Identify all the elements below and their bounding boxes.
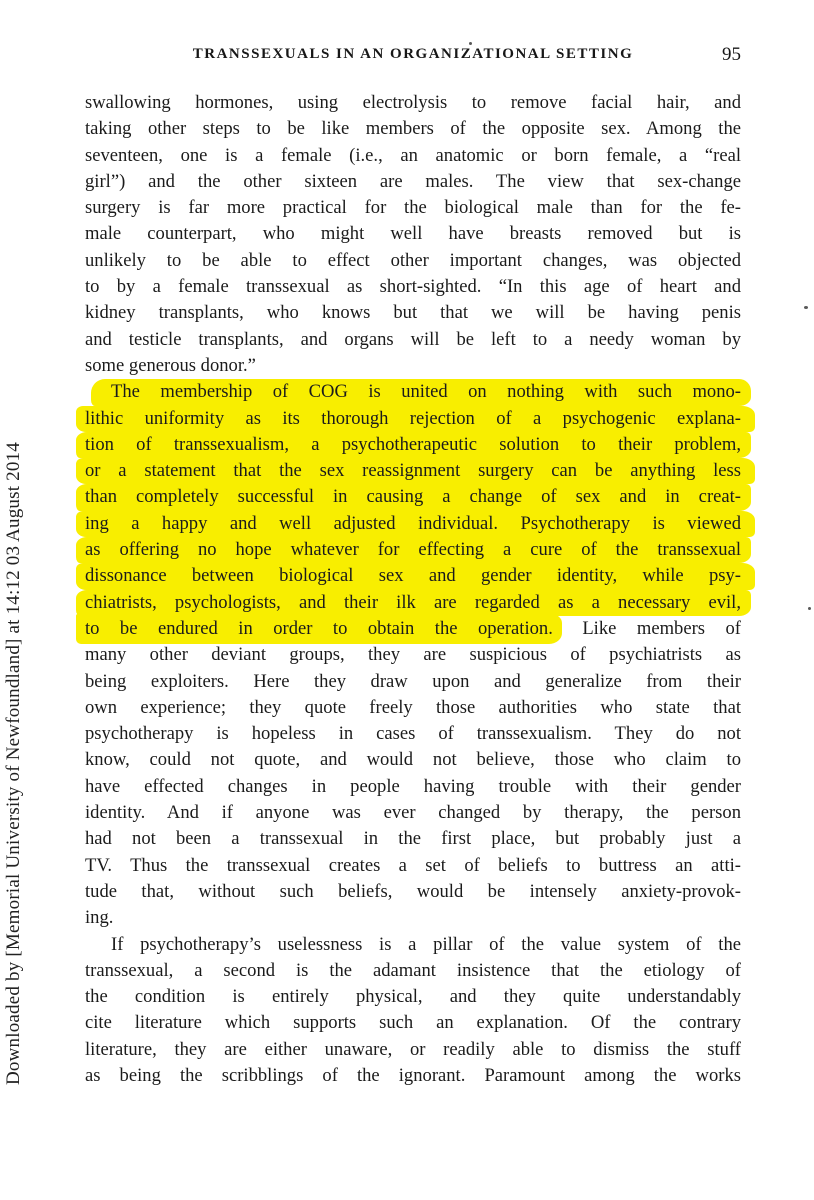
text-line: some generous donor.” — [85, 354, 256, 376]
text-line: had not been a transsexual in the first place, but probably just a — [85, 828, 741, 850]
text-line: unlikely to be able to effect other important changes, was objected — [85, 249, 741, 271]
text-line: being exploiters. Here they draw upon and generalize from their — [85, 670, 741, 692]
text-line: kidney transplants, who knows but that we will be having penis — [85, 302, 741, 324]
text-line: literature, they are either unaware, or readily able to dismiss the stuff — [85, 1038, 741, 1060]
text-line: own experience; they quote freely those authorities who state that — [85, 696, 741, 718]
text-line: chiatrists, psychologists, and their ilk are regarded as a necessary evil, — [76, 590, 751, 616]
text-line: psychotherapy is hopeless in cases of transsexualism. They do not — [85, 723, 741, 745]
text-line: to be endured in order to obtain the operation. Like members of — [85, 616, 741, 642]
scan-speck — [469, 42, 472, 45]
text-line: know, could not quote, and would not believe, those who claim to — [85, 749, 741, 771]
text-line: TV. Thus the transsexual creates a set of beliefs to buttress an atti- — [85, 854, 741, 876]
download-watermark: Downloaded by [Memorial University of Newfoundland] at 14:12 03 August 2014 — [3, 442, 24, 1085]
text-line: than completely successful in causing a change of sex and in creat- — [76, 484, 751, 510]
text-line: and testicle transplants, and organs will be left to a needy woman by — [85, 328, 741, 350]
text-line: If psychotherapy’s uselessness is a pillar of the value system of the — [111, 933, 741, 955]
text-line: cite literature which supports such an explanation. Of the contrary — [85, 1012, 741, 1034]
text-line: male counterpart, who might well have breasts removed but is — [85, 223, 741, 245]
text-line: have effected changes in people having trouble with their gender — [85, 775, 741, 797]
scan-speck — [808, 607, 811, 610]
text-line: to by a female transsexual as short-sighted. “In this age of heart and — [85, 276, 741, 298]
text-line: swallowing hormones, using electrolysis to remove facial hair, and — [85, 92, 741, 113]
page-title: TRANSSEXUALS IN AN ORGANIZATIONAL SETTING — [192, 46, 634, 62]
text-line: surgery is far more practical for the biological male than for the fe- — [85, 197, 741, 219]
text-line: identity. And if anyone was ever changed by therapy, the person — [85, 802, 741, 824]
text-line: transsexual, a second is the adamant insistence that the etiology of — [85, 959, 741, 981]
text-line: tion of transsexualism, a psychotherapeutic solution to their problem, — [76, 432, 751, 458]
text-line: lithic uniformity as its thorough rejection of a psychogenic explana- — [76, 406, 755, 432]
text-block — [85, 90, 741, 1089]
scan-speck — [804, 306, 808, 309]
page-number: 95 — [722, 44, 741, 65]
highlighted-text: to be endured in order to obtain the operation. — [76, 614, 562, 644]
running-head — [85, 46, 741, 68]
text-line: The membership of COG is united on nothing with such mono- — [91, 379, 751, 405]
text-line: seventeen, one is a female (i.e., an anatomic or born female, a “real — [85, 144, 741, 166]
text-line: taking other steps to be like members of the opposite sex. Among the — [85, 118, 741, 140]
text-line: many other deviant groups, they are suspicious of psychiatrists as — [85, 644, 741, 666]
text-line: as being the scribblings of the ignorant. Paramount among the works — [85, 1064, 741, 1086]
text-line: the condition is entirely physical, and they quite understandably — [85, 986, 741, 1008]
text-line: as offering no hope whatever for effecting a cure of the transsexual — [76, 537, 751, 563]
text-line: tude that, without such beliefs, would be intensely anxiety-provok- — [85, 880, 741, 902]
text-line: or a statement that the sex reassignment surgery can be anything less — [76, 458, 755, 484]
text-line: girl”) and the other sixteen are males. The view that sex-change — [85, 170, 741, 192]
text-line: ing. — [85, 907, 114, 929]
text-line: dissonance between biological sex and gender identity, while psy- — [76, 563, 755, 589]
text-line: ing a happy and well adjusted individual. Psychotherapy is viewed — [76, 511, 755, 537]
